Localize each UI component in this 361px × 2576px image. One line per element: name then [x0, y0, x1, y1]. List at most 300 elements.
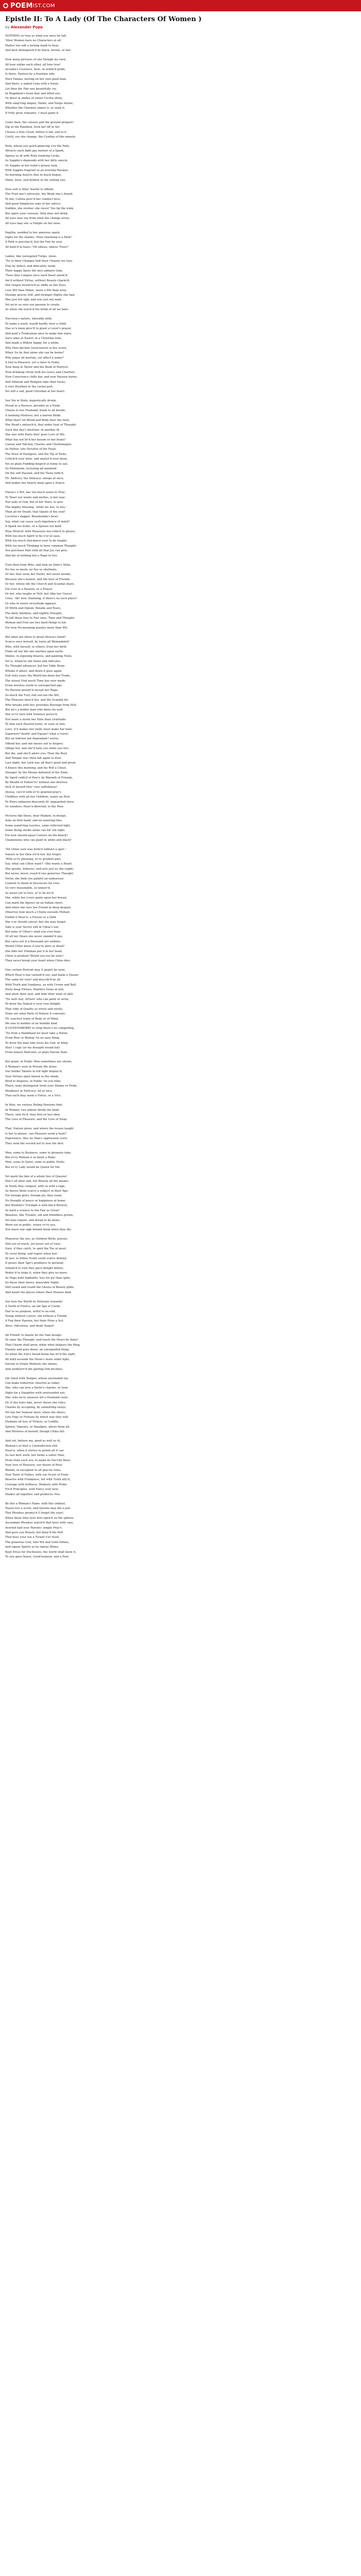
- poem-line: So morning Insects that in muck begun,: [5, 174, 62, 177]
- poem-line: Kept Dross for Duchesses, the world shall know it,: [5, 1550, 77, 1554]
- poem-line: On the soft Passion, and the Taste refin'd,: [5, 472, 64, 476]
- poem-line: As never yet to love, or to be lov'd.: [5, 891, 55, 895]
- poem-stanza: [5, 1151, 356, 1171]
- poem-stanza: [5, 490, 356, 558]
- poem-line: But he's a bolder man who dares be well.: [5, 708, 64, 711]
- poem-line: The Love of Pleasure, and the Love of Sway.: [5, 1118, 68, 1122]
- poem-stanza: [5, 1502, 356, 1560]
- poem-line: Has ev'n been prov'd to grant a Lover's prayer,: [5, 327, 72, 331]
- poem-line: All eyes may see from what the change arose,: [5, 217, 70, 221]
- poem-line: Yet has her humour most, when she obeys;: [5, 1411, 66, 1414]
- poem-line: To draw the man who loves his God, or King:: [5, 1041, 69, 1045]
- poem-line: Sighs for a Daughter with unwounded ear;: [5, 1391, 65, 1395]
- poem-line: Flavia's a Wit, has too much sense to Pray;: [5, 491, 66, 495]
- poem-line: Cries, 'Ah! how charming, if there's no such place!': [5, 597, 78, 601]
- poem-line: But ev'ry Lady would be Queen for life.: [5, 1165, 61, 1169]
- poem-line: A teeming Mistress, but a barren Bride.: [5, 414, 62, 417]
- poem-line: Reserve with Frankness, Art with Truth ally'd,: [5, 1478, 71, 1482]
- poem-line: Ladies, like variegated Tulips, show;: [5, 255, 57, 258]
- poem-line: Matter too soft a lasting mark to bear,: [5, 44, 59, 47]
- poem-stanza: [5, 635, 356, 810]
- poem-line: A very Heathen in the carnal part,: [5, 385, 54, 388]
- poem-line: To Heirs unknown descends th' unguarded store,: [5, 800, 75, 804]
- poem-line: 'Yet Chloe sure was form'd without a spot--': [5, 848, 67, 852]
- poem-line: But cares not if a thousand are undone.: [5, 940, 61, 943]
- poem-line: Sighs for the shades--'How charming is a Park!': [5, 236, 73, 239]
- poem-stanza: [5, 1333, 356, 1372]
- poem-line: Because she's honest, and the best of Friends.: [5, 578, 71, 581]
- poem-stanza: [5, 1439, 356, 1497]
- poem-line: And Mistress of herself, though China fall.: [5, 1430, 65, 1434]
- poem-line: Observes how much a Chintz exceeds Mohair.: [5, 911, 70, 914]
- poem-line: Agrees as ill with Rufa studying Locke,: [5, 154, 60, 158]
- poem-line: When 'tis by that alone she can be borne?: [5, 351, 64, 355]
- poem-line: Or her, who laughs at Hell, but (like her Grace): [5, 592, 72, 596]
- poem-line: Love, if it makes her yield, must make her hate:: [5, 727, 73, 731]
- poem-line: To her, Calista prov'd her conduct nice;: [5, 197, 61, 201]
- poem-line: With Sappho fragrant at an evening Masque:: [5, 168, 69, 172]
- poem-line: Your love of Pleasure, our desire of Rest:: [5, 1464, 63, 1467]
- poem-line: Th' Address, the Delicacy--stoops at once,: [5, 477, 64, 480]
- poem-line: A Woman's seen in Private life alone:: [5, 1065, 58, 1069]
- poem-line: The generous God, who Wit and Gold refines,: [5, 1540, 70, 1544]
- poem-stanza: [5, 34, 356, 54]
- poem-line: Alas! I copy (or my draught would fail): [5, 1046, 60, 1049]
- logo-suffix: IST.COM: [32, 3, 55, 9]
- poem-stanza: [5, 1237, 356, 1295]
- poem-line: And made a Widow happy, for a whim.: [5, 342, 59, 345]
- poem-line: Pictures like these, dear Madam, to design,: [5, 815, 67, 818]
- poem-line: And unobserv'd the glaring Orb declines.: [5, 1367, 63, 1371]
- poem-line: Superiors? death! and Equals? what a curse!: [5, 732, 69, 736]
- poem-line: Be this a Woman's Fame: with this unblest,: [5, 1502, 66, 1505]
- poem-line: One certain Portrait may (I grant) be seen,: [5, 969, 66, 972]
- poem-line: Chameleons who can paint in white and black?: [5, 839, 72, 842]
- poem-line: As hard a science to the Fair as Great!: [5, 1209, 60, 1212]
- poem-line: Beauties, like Tyrants, old and friendless grown,: [5, 1214, 74, 1217]
- poem-line: Strange graces still, and stranger flights she had,: [5, 294, 75, 297]
- poem-line: Which Heav'n has varnish'd out, and made a Queen:: [5, 973, 79, 977]
- poem-line: That buys your sex a Tyrant o'er itself.: [5, 1536, 60, 1539]
- poem-line: To Toast our wants and wishes, is her way;: [5, 496, 66, 499]
- poem-line: With simp'ring Angels, Palms, and Harps divine;: [5, 101, 74, 105]
- poem-line: Forbid it Heav'n, a Favour or a Debt: [5, 916, 56, 919]
- poem-line: Still round and round the Ghosts of Beauty glide,: [5, 1286, 75, 1290]
- poem-line: You purchase Pain with all that Joy can give,: [5, 549, 68, 553]
- poem-line: Nor asks of God, but of her Stars, to give: [5, 501, 63, 504]
- poem-line: Childless with all her Children, wants an Heir.: [5, 795, 71, 799]
- poem-line: Such this day's doctrine--in another fit: [5, 428, 60, 432]
- poem-line: Narcissa's nature, tolerably mild,: [5, 317, 53, 321]
- poem-line: Or drest in smiles of sweet Cecilia shine,: [5, 97, 63, 100]
- author-prefix: by: [5, 25, 10, 29]
- poem-line: So these their merry, miserable Night;: [5, 1281, 60, 1284]
- poem-line: How soft is Silia! fearful to offend;: [5, 188, 54, 191]
- poem-line: Her tongue bewitch'd as oddly as her Eyes,: [5, 284, 67, 287]
- poem-line: That robe of Quality so struts and swells,: [5, 1007, 63, 1011]
- poem-line: Weakness or Delicacy; all so nice,: [5, 1089, 53, 1093]
- poem-line: Fair to no purpose, artful to no end,: [5, 1310, 56, 1313]
- poem-line: Their happy Spots the nice admirer take,: [5, 269, 63, 273]
- poem-line: Some flying stroke alone can hit 'em right:: [5, 829, 65, 833]
- poem-line: Lets Fops or Fortune fly which way they will;: [5, 1415, 69, 1419]
- poem-line: Shine, buzz, and flyblow in the setting sun.: [5, 178, 66, 182]
- poem-line: But spare your censure; Silia does not drink.: [5, 212, 69, 215]
- poem-line: Scarce once herself, by turns all Womankind!: [5, 640, 70, 644]
- poem-line: The Nose of Hautgout, and the Tip of Taste,: [5, 452, 67, 456]
- poem-line: Oblige her, and she'll hate you while you live:: [5, 747, 70, 751]
- poem-line: When those blue eyes first open'd on the sphere;: [5, 1516, 74, 1520]
- poem-stanza: [5, 1175, 356, 1233]
- poem-line: Yet is, whate'er she hates and ridicules.: [5, 659, 61, 663]
- poem-line: And die of nothing but a Rage to live.: [5, 554, 58, 557]
- poem-line: But never, never, reach'd one generous Thought.: [5, 872, 74, 876]
- poem-line: 'Most Women have no Characters at all.': [5, 39, 62, 43]
- poem-stanza: [5, 1103, 356, 1123]
- poem-line: With too much Thinking to have common Thought:: [5, 544, 77, 548]
- poem-line: Ascendant Phoebus watch'd that hour with care,: [5, 1521, 74, 1525]
- poem-line: 'Tis to their Changes half their Charms we owe;: [5, 260, 73, 263]
- poem-line: That Charm shall grow, while what fatigues the Ring,: [5, 1343, 80, 1347]
- poem-line: Her ev'ry turn with Violence pursu'd,: [5, 713, 58, 717]
- poem-line: Charms by accepting, by submitting sways,: [5, 1406, 67, 1410]
- poem-line: Now drinking citron with his Grace and Chartres:: [5, 370, 76, 374]
- poem-line: But an Inferior not dependant? worse.: [5, 737, 59, 741]
- poem-line: A Park is purchas'd, but the Fair he sees: [5, 241, 62, 244]
- poem-line: And best distinguish'd by black, brown, or fair.: [5, 49, 71, 53]
- poem-line: Men, some to Business, some to pleasure take;: [5, 1151, 72, 1155]
- poem-stanza: [5, 317, 356, 395]
- poem-line: Nature in her then err'd not, but forgot.: [5, 853, 62, 856]
- poem-line: Offend her, and she knows not to forgive;: [5, 742, 63, 745]
- poem-stanza: [5, 188, 356, 226]
- poem-line: As Helluo, late Dictator of the Feast,: [5, 448, 57, 451]
- poem-line: This Phoebus promis'd (I forget the year): [5, 1512, 63, 1515]
- poem-line: Shines, in exposing Knaves, and painting Fools,: [5, 655, 73, 658]
- poem-line: Shakes all together, and produces--You.: [5, 1493, 61, 1496]
- poem-line: The Frail one's advocate, the Weak one's friend:: [5, 193, 73, 196]
- poem-line: Safe is your Secret still in Chloe's ear;: [5, 925, 59, 929]
- poem-line: Asham'd to own they gave delight before,: [5, 1266, 64, 1270]
- poem-line: No thought of peace or happiness at home.: [5, 1199, 67, 1202]
- poem-line: To that each Passion turns, or soon or late;: [5, 723, 66, 726]
- poem-line: In Men, we various Ruling Passions find;: [5, 1104, 63, 1107]
- poem-line: The daily Anodyne, and nightly Draught,: [5, 612, 63, 615]
- poem-line: 'With ev'ry pleasing, ev'ry prudent part,: [5, 857, 62, 861]
- author-link[interactable]: Alexander Pope: [10, 25, 43, 29]
- poem-line: A Fop their Passion, but their Prize a Sot;: [5, 1319, 64, 1323]
- poem-line: Caesar and Tall-boy, Charles and Charlemagne.: [5, 443, 72, 447]
- poem-line: With too much Quickness ever to be taught,: [5, 539, 68, 543]
- poem-line: She sins with Poets thro' pure Love of Wit.: [5, 433, 65, 437]
- poem-line: Woman's at best a Contradiction still.: [5, 1444, 58, 1448]
- poem-line: 'Twas thus Calypso once each heart alarm'd,: [5, 274, 69, 278]
- poem-line: How many pictures of one Nymph we view,: [5, 58, 67, 62]
- poem-line: Sick of herself thro' very selfishness!: [5, 786, 58, 789]
- poem-line: For true No-meaning puzzles more than Wit.: [5, 626, 69, 630]
- poem-line: Here Fannia, leering on her own good man,: [5, 77, 67, 81]
- poem-line: Lucretia's dagger, Rosamonda's bowl.: [5, 515, 59, 519]
- poem-line: The same for ever! and describ'd by all: [5, 978, 60, 982]
- poem-line: To make a wash, would hardly stew a child;: [5, 322, 67, 326]
- poem-line: But none of Chloe's shall you ever hear.: [5, 930, 61, 934]
- poem-line: Attracts each light gay meteor of a Spark,: [5, 149, 64, 153]
- poem-line: And good Simplicius asks of her advice.: [5, 202, 61, 206]
- poem-stanza: [5, 58, 356, 116]
- poem-line: Rufa, whose eye quick-glancing o'er the Park,: [5, 144, 70, 148]
- poem-line: Yet on plain Pudding deign'd at home to eat;: [5, 462, 68, 466]
- poem-line: As when she touch'd the brink of all we hate.: [5, 308, 69, 312]
- poem-line: And show their zeal, and hide their want of skill.: [5, 993, 74, 996]
- poem-line: Full sixty years the World has been her Trade,: [5, 674, 71, 678]
- poem-line: Ah Friend! to dazzle let the Vain design;: [5, 1333, 62, 1337]
- poem-line: Spleen, Vapours, or Smallpox, above them all,: [5, 1425, 70, 1429]
- poem-line: So much the Fury still out-ran the Wit,: [5, 693, 60, 697]
- poem-stanza: [5, 848, 356, 964]
- poem-line: Your Taste of Follies, with our Scorn of Fools:: [5, 1473, 70, 1477]
- poem-line: Chloe is prudent--Would you too be wise?: [5, 955, 63, 958]
- poem-line: By Spirit robb'd of Pow'r, by Warmth of Friends,: [5, 776, 73, 779]
- poemist-logo-icon: [3, 3, 8, 8]
- site-logo[interactable]: [3, 2, 55, 10]
- poem-line: To draw the Naked is your true delight.: [5, 1003, 61, 1006]
- poem-line: Worn out in public, weary ev'ry eye,: [5, 1223, 56, 1227]
- poem-line: Would Chloe know if you're alive or dead?: [5, 945, 65, 948]
- poem-line: All how unlike each other, all how true!: [5, 63, 61, 66]
- poem-line: And when she sees her Friend in deep despair,: [5, 906, 71, 909]
- poem-line: She speaks, behaves, and acts just as she ought;: [5, 867, 74, 871]
- poem-line: All mild ascends the Moon's more sober light,: [5, 1358, 70, 1361]
- poem-line: Say, what can cause such impotence of mind?: [5, 520, 70, 523]
- poem-stanza: [5, 121, 356, 140]
- poem-stanza: [5, 814, 356, 843]
- poem-line: As Sappho's diamonds with her dirty smock;: [5, 159, 68, 163]
- poem-line: Then never break your heart when Chloe dies.: [5, 959, 71, 963]
- poem-line: Or her, that owns her Faults, but never mends,: [5, 573, 72, 577]
- poem-line: What then? let Blood and Body bear the fault,: [5, 419, 70, 422]
- logo-text: POEM: [10, 2, 33, 10]
- poem-line: Fine by defect, and delicately weak,: [5, 264, 56, 268]
- poem-line: They seek the second not to lose the first.: [5, 1142, 64, 1145]
- poem-line: Your Virtues open fairest in the shade.: [5, 1075, 60, 1078]
- poem-line: That each may seem a Virtue, or a Vice.: [5, 1094, 62, 1098]
- poem-line: Those, only fix'd, they first or last obey,: [5, 1113, 61, 1116]
- poem-line: Catch, ere she change, the Cynthia of this minute.: [5, 135, 76, 139]
- poem-line: The Pleasure miss'd her, and the Scandal hit.: [5, 699, 69, 702]
- poem-body: [5, 34, 356, 1564]
- poem-line: Serene in Virgin Modesty she shines,: [5, 1363, 58, 1366]
- poem-line: A Knave this morning, and his Will a Cheat.: [5, 766, 67, 770]
- poem-line: Young without Lovers, old without a Friend;: [5, 1315, 68, 1318]
- poem-line: Experience, this; by Man's oppression curst,: [5, 1137, 68, 1141]
- poem-line: And there, a naked Leda with a Swan.: [5, 82, 59, 86]
- poem-line: Sudden, she storms! she raves! You tip the wink,: [5, 207, 74, 211]
- poem-line: Alive, ridiculous, and dead, forgot!: [5, 1324, 55, 1328]
- poem-line: From loveless youth to unrespected age,: [5, 684, 63, 687]
- poem-line: From honest Mah'met, or plain Parson Hale.: [5, 1051, 68, 1055]
- poem-stanza: [5, 144, 356, 183]
- poem-line: Blends, in exception to all gen'ral rules,: [5, 1468, 61, 1472]
- poem-line: In Magdalen's loose hair and lifted eye,: [5, 92, 61, 96]
- poem-line: Whisks it about, and down it goes again.: [5, 669, 62, 673]
- poem-line: As leaves them scarce a subject in their Age:: [5, 1190, 69, 1193]
- poem-line: Th' exactest traits of Body or of Mind,: [5, 1017, 59, 1021]
- poem-line: To covet flying, and regret when lost:: [5, 1252, 58, 1256]
- poem-line: By Wealth of Follow'rs! without one distress: [5, 781, 68, 785]
- poem-line: Yet hate repose, and dread to be alone,: [5, 1218, 61, 1222]
- poem-line: Yet ne'er so sure our passion to create,: [5, 303, 60, 307]
- poem-line: What has not fir'd her bosom or her brain?: [5, 438, 65, 442]
- poem-line: Oh! blest with Temper, whose unclouded ray: [5, 1377, 69, 1380]
- poem-stanza: [5, 1300, 356, 1329]
- poem-line: So very reasonable, so unmov'd,: [5, 887, 51, 890]
- poem-line: Or Sappho at her toilet's greasy task,: [5, 164, 58, 167]
- poem-line: Turn then from Wits; and look on Simo's Mate,: [5, 563, 72, 567]
- poem-line: Its last best work, but forms a softer Man;: [5, 1454, 65, 1458]
- poem-line: Arcadia's Countess, here, in ermin'd pride,: [5, 68, 66, 72]
- poem-stanza: [5, 399, 356, 486]
- poem-line: At last, to follies Youth could scarce defend,: [5, 1257, 67, 1260]
- poem-line: Sure, if they catch, to spoil the Toy at most,: [5, 1247, 67, 1251]
- poem-line: Aw'd without Virtue, without Beauty charm'd;: [5, 279, 70, 282]
- poem-line: Can mark the figures on an Indian chest;: [5, 901, 63, 905]
- poem-line: Courage with Softness, Modesty with Pride;: [5, 1483, 68, 1486]
- poem-line: With Truth and Goodness, as with Crown and Ball.: [5, 983, 77, 987]
- poem-line: She e'er should cancel--but she may forget.: [5, 921, 67, 924]
- poem-line: But grant, in Public Men sometimes are shown,: [5, 1060, 73, 1064]
- poem-line: And gave you Beauty, but deny'd the Pelf: [5, 1531, 63, 1535]
- poem-line: Is there, Pastora by a fountain side.: [5, 73, 56, 76]
- poem-stanza: [5, 1060, 356, 1098]
- poem-line: And yet, believe me, good as well as ill,: [5, 1439, 61, 1443]
- poem-stanza: [5, 1377, 356, 1435]
- poem-line: Content to dwell in Decencies for ever.: [5, 882, 60, 885]
- poem-line: Can make tomorrow cheerful as today;: [5, 1382, 60, 1385]
- poem-line: Yet still a sad, good Christian at her heart.: [5, 390, 65, 394]
- poem-line: Chaste to her Husband, frank to all beside,: [5, 409, 66, 413]
- poem-line: Choose a firm Cloud, before it fall, and in it: [5, 130, 67, 134]
- poem-line: 'Tis from a Handmaid we must take a Helen.: [5, 1031, 69, 1035]
- poem-line: Yet mark the fate of a whole Sex of Queens!: [5, 1175, 67, 1178]
- poem-line: But ev'ry Woman is at heart a Rake:: [5, 1156, 56, 1160]
- poem-line: Pleasures the sex, as children Birds, pursue,: [5, 1238, 68, 1241]
- poem-line: Whether the Charmer sinner it, or saint it,: [5, 107, 65, 110]
- poem-line: A Spark too fickle, or a Spouse too kind.: [5, 525, 62, 529]
- poem-line: For ever in a Passion, or a Prayer.: [5, 587, 53, 591]
- poem-line: Is but to please, can Pleasure seem a fault?: [5, 1132, 67, 1136]
- poem-line: In Women, two almost divide the kind;: [5, 1108, 60, 1112]
- poem-line: The wisest Fool much Time has ever made.: [5, 679, 66, 683]
- poem-line: It grows their Age's prudence to pretend;: [5, 1262, 64, 1265]
- poem-line: Her Head's untouch'd, that noble Seat of Thought:: [5, 423, 77, 427]
- poem-line: Of Mirth and Opium, Ratafie and Tears,: [5, 607, 61, 611]
- poem-line: In Youth they conquer, with so wild a rage,: [5, 1184, 66, 1188]
- poem-line: Wise Wretch! with Pleasures too refin'd to please,: [5, 530, 76, 533]
- poem-line: NOTHING so true as what you once let fall,: [5, 35, 67, 38]
- poem-line: Gave alms at Easter, in a Christian trim,: [5, 336, 62, 340]
- poem-line: That, Nature gives; and where the lesson taught: [5, 1127, 74, 1131]
- poem-line: She bids her Footman put it in her head.: [5, 950, 63, 953]
- poem-line: 'Tis well--but, Artists! who can paint or write,: [5, 997, 70, 1001]
- poem-line: Proud as a Peeress, prouder as a Punk;: [5, 404, 61, 408]
- poem-byline: [5, 25, 43, 29]
- poem-line: See how the World its Veterans rewards!: [5, 1300, 63, 1303]
- poem-line: If Folly grow romantic, I must paint it.: [5, 111, 59, 115]
- poem-line: Finds all her life one warfare upon earth:: [5, 650, 64, 654]
- poem-line: Then all for Death, that Opiate of the soul!: [5, 510, 65, 514]
- poem-line: She, who ne'er answers till a Husband cools,: [5, 1396, 69, 1400]
- poem-line: Picks from each sex, to make its Fav'rite blest,: [5, 1459, 71, 1462]
- poem-line: From Peer or Bishop 'tis no easy thing: [5, 1037, 59, 1040]
- poem-line: We owe to models of an humble kind.: [5, 1022, 58, 1025]
- poem-line: Who breaks with her, provokes Revenge from Hell,: [5, 703, 77, 707]
- poem-line: Or wanders, Heav'n-directed, to the Poor.: [5, 805, 64, 809]
- poem-line: A fool to Pleasure, yet a slave to Fame:: [5, 361, 60, 364]
- poem-line: Woman and Fool are two hard things to hit;: [5, 621, 67, 625]
- poem-line: But die, and she'll adore you--Then the Bust: [5, 752, 67, 755]
- poem-line: And ripens Spirits as he ripens Mines,: [5, 1546, 59, 1549]
- poem-stanza: [5, 231, 356, 250]
- poem-line: Averted half your Parents' simple Pray'r;: [5, 1526, 63, 1530]
- poem-line: For foreign glory, foreign joy, they roam;: [5, 1194, 62, 1198]
- poem-line: To you gave Sense, Good-humour, and a Poet.: [5, 1555, 70, 1559]
- poem-line: Or her, whose life the Church and Scandal share,: [5, 583, 75, 586]
- poem-line: Less Wit than Mimic, more a Wit than wise;: [5, 289, 67, 292]
- poem-line: Of all her Dears she never slander'd one,: [5, 935, 63, 939]
- poem-line: Nor more a storm her Hate than Gratitude:: [5, 718, 67, 721]
- poem-line: Dip in the Rainbow, trick her off in Air;: [5, 126, 60, 129]
- poem-title: Epistle II: To A Lady (Of The Characters Of Women ): [5, 15, 202, 23]
- poem-line: Strange! by the Means defeated of the Ends,: [5, 771, 69, 775]
- poem-line: See Sin in State, majestically drunk;: [5, 399, 57, 403]
- poem-line: And haunt the places where their Honour died.: [5, 1291, 72, 1294]
- poem-line: Nor leave one sigh behind them when they die.: [5, 1228, 72, 1232]
- poem-line: Some wand'ring touches, some reflected light,: [5, 824, 71, 827]
- poem-line: Now deep in Taylor and the Book of Martyrs,: [5, 366, 69, 369]
- poem-line: Atossa, curs'd with ev'ry granted pray'r,: [5, 790, 62, 794]
- site-header: [0, 0, 361, 11]
- poem-line: Virtue she finds too painful an endeavour,: [5, 877, 64, 880]
- poem-stanza: [5, 563, 356, 631]
- poem-line: To raise the Thought, and touch the Heart be thine!: [5, 1338, 78, 1342]
- poem-line: Flaunts and goes down, an unregarded thing:: [5, 1348, 70, 1352]
- poem-line: Why pique all mortals, yet affect a name?: [5, 356, 64, 360]
- poem-line: There, none distinguish twixt your Shame or Pride,: [5, 1084, 78, 1088]
- poem-line: Asks no firm hand, and no unerring line;: [5, 819, 62, 823]
- poem-line: Let then the Fair one beautifully cry,: [5, 87, 57, 91]
- poem-line: Papillia, wedded to her amorous spark,: [5, 231, 61, 234]
- poem-line: No Ass so meek, no Ass so obstinate.: [5, 568, 58, 571]
- poem-line: No Passion gratify'd except her Rage.: [5, 689, 59, 692]
- poem-stanza: [5, 1127, 356, 1146]
- poem-line: Now Conscience chills her, and now Passion burns;: [5, 376, 78, 379]
- poem-line: Last night, her Lord was all that's good and great;: [5, 761, 76, 765]
- poem-line: And paid a Tradesman once to make him stare;: [5, 332, 72, 335]
- poem-line: All bath'd in tears--'Oh odious, odious Trees!': [5, 245, 69, 249]
- poem-line: Say, what can Chloe want?'--She wants a Heart.: [5, 862, 73, 866]
- poem-stanza: [5, 255, 356, 313]
- poem-line: And Atheism and Religion take their turns;: [5, 380, 66, 384]
- poem-line: But what are these to great Atossa's mind?: [5, 635, 66, 639]
- poem-line: A Youth of Frolics, an old Age of Cards;: [5, 1305, 61, 1309]
- poem-line: So when the Sun's broad beam has tir'd the sight,: [5, 1353, 76, 1357]
- poem-line: Poets heap Virtues, Painters Gems at will,: [5, 988, 64, 992]
- poem-line: But Wisdom's Triumph is well-tim'd Retreat,: [5, 1204, 68, 1208]
- poem-line: Toasts live a scorn, and Queens may die a jest.: [5, 1507, 71, 1510]
- poem-line: And makes her hearty meal upon a Dunce.: [5, 482, 65, 485]
- poem-line: And Temple rise--then fall again to dust.: [5, 757, 62, 760]
- poem-line: Still out of reach, yet never out of view;: [5, 1242, 61, 1246]
